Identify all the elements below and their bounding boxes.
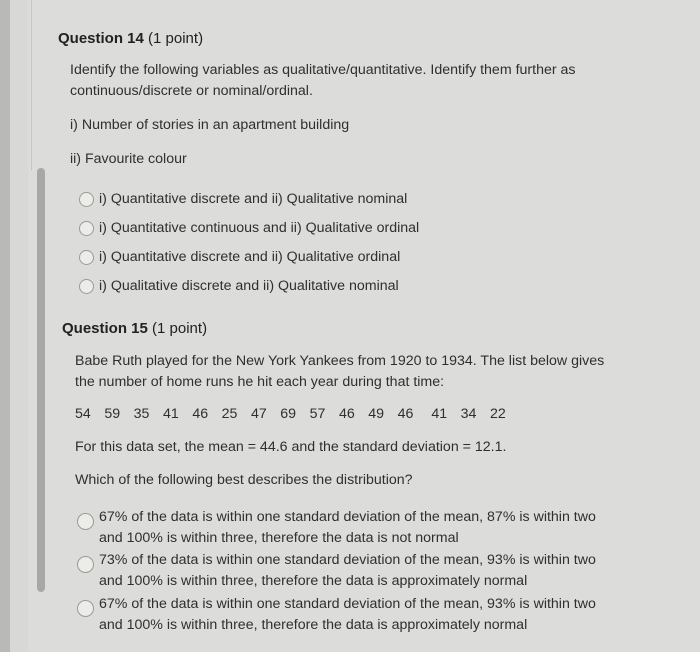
- question-15-prompt-line-1: Babe Ruth played for the New York Yankees from 1920 to 1934. The list below gives: [75, 353, 605, 369]
- radio-button-icon[interactable]: [79, 221, 94, 236]
- option-label: i) Quantitative discrete and ii) Qualitative ordinal: [99, 249, 401, 265]
- data-value: 25: [221, 406, 238, 422]
- data-value: 59: [104, 406, 121, 422]
- question-14-number: Question 14: [58, 30, 144, 47]
- option-label: [99, 550, 596, 592]
- radio-button-icon[interactable]: [79, 192, 94, 207]
- option-label: i) Quantitative discrete and ii) Qualitative nominal: [99, 191, 408, 207]
- question-14-option-4[interactable]: [79, 276, 399, 297]
- question-15-option-1[interactable]: [80, 507, 596, 549]
- question-14-prompt: [70, 60, 630, 102]
- window-left-margin: [10, 0, 28, 652]
- radio-button-icon[interactable]: [77, 513, 94, 530]
- data-value: 22: [490, 406, 506, 422]
- data-value: 57: [309, 406, 326, 422]
- question-15-option-2[interactable]: [80, 550, 596, 592]
- option-label: [99, 507, 596, 549]
- data-value: 35: [133, 406, 150, 422]
- home-runs-data-list: [75, 404, 515, 425]
- question-14-option-3[interactable]: [79, 247, 400, 268]
- option-line-1: 73% of the data is within one standard deviation of the mean, 93% is within two: [99, 552, 596, 568]
- question-15-question: Which of the following best describes the distribution?: [75, 472, 413, 488]
- question-14-option-1[interactable]: [79, 189, 407, 210]
- question-14-item-1: i) Number of stories in an apartment building: [70, 117, 350, 133]
- question-15-number: Question 15: [62, 320, 148, 337]
- radio-button-icon[interactable]: [79, 279, 94, 294]
- option-label: i) Qualitative discrete and ii) Qualitative nominal: [99, 278, 399, 294]
- question-15-prompt: [75, 351, 635, 393]
- option-label: [99, 594, 596, 636]
- question-14-item-2: ii) Favourite colour: [70, 151, 187, 167]
- data-value: 34: [460, 406, 477, 422]
- data-value: 46: [338, 406, 355, 422]
- question-15-stats: For this data set, the mean = 44.6 and the standard deviation = 12.1.: [75, 439, 507, 455]
- data-value: 49: [368, 406, 385, 422]
- question-15-option-3[interactable]: [80, 594, 596, 636]
- data-value: 41: [162, 406, 179, 422]
- data-value: 47: [250, 406, 267, 422]
- question-15-title: [62, 320, 207, 337]
- scrollbar-thumb[interactable]: [37, 168, 45, 592]
- data-value: 41: [431, 406, 448, 422]
- left-divider-line: [31, 0, 32, 170]
- data-value: 69: [280, 406, 297, 422]
- option-line-1: 67% of the data is within one standard deviation of the mean, 87% is within two: [99, 509, 596, 525]
- data-value: 54: [75, 406, 91, 422]
- radio-button-icon[interactable]: [77, 556, 94, 573]
- data-value: 46: [397, 406, 414, 422]
- radio-button-icon[interactable]: [79, 250, 94, 265]
- data-value: 46: [192, 406, 209, 422]
- question-15-prompt-line-2: the number of home runs he hit each year during that time:: [75, 374, 445, 390]
- option-line-1: 67% of the data is within one standard deviation of the mean, 93% is within two: [99, 596, 596, 612]
- radio-button-icon[interactable]: [77, 600, 94, 617]
- question-14-option-2[interactable]: [79, 218, 419, 239]
- option-label: i) Quantitative continuous and ii) Qualitative ordinal: [99, 220, 420, 236]
- option-line-2: and 100% is within three, therefore the data is approximately normal: [99, 573, 528, 589]
- question-14-points: (1 point): [148, 30, 204, 47]
- question-14-prompt-line-2: continuous/discrete or nominal/ordinal.: [70, 83, 313, 99]
- window-left-edge: [0, 0, 10, 652]
- question-15-points: (1 point): [152, 320, 208, 337]
- question-14-prompt-line-1: Identify the following variables as qualitative/quantitative. Identify them further as: [70, 62, 576, 78]
- question-14-title: [58, 30, 203, 47]
- option-line-2: and 100% is within three, therefore the data is approximately normal: [99, 617, 528, 633]
- option-line-2: and 100% is within three, therefore the data is not normal: [99, 530, 459, 546]
